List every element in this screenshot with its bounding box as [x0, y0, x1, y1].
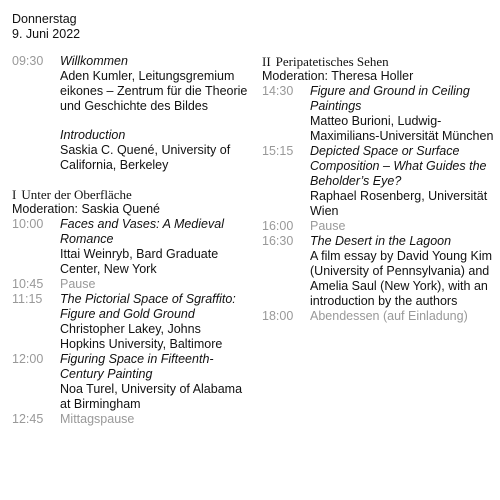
- entry-time: 14:30: [262, 84, 294, 98]
- section-number: II: [262, 54, 271, 69]
- section-number: I: [12, 187, 17, 202]
- schedule-pause: [262, 309, 494, 324]
- intro-title: Introduction: [60, 128, 126, 142]
- section-moderation: Moderation: Theresa Holler: [262, 69, 414, 83]
- schedule-entry: [12, 292, 248, 352]
- schedule-entry: [262, 144, 494, 219]
- entry-time: 09:30: [12, 54, 44, 68]
- pause-label: Mittagspause: [60, 412, 135, 426]
- schedule-entry: [12, 352, 248, 412]
- schedule-entry: [262, 234, 494, 309]
- entry-title: The Desert in the Lagoon: [310, 234, 452, 248]
- entry-time: 12:45: [12, 412, 44, 426]
- entry-title: Figure and Ground in Ceiling Paintings: [310, 84, 470, 113]
- pause-label: Pause: [60, 277, 96, 291]
- entry-title: Figuring Space in Fifteenth-Century Painting: [60, 352, 214, 381]
- entry-time: 10:00: [12, 217, 44, 231]
- section-title: Unter der Oberfläche: [21, 187, 132, 202]
- section-2-heading: [262, 54, 494, 69]
- entry-time: 10:45: [12, 277, 44, 291]
- entry-title: The Pictorial Space of Sgraffito: Figure and Gold Ground: [60, 292, 236, 321]
- entry-title: Faces and Vases: A Medieval Romance: [60, 217, 224, 246]
- schedule-pause: [12, 277, 248, 292]
- program-header: [12, 12, 80, 42]
- day-label: Donnerstag: [12, 12, 77, 26]
- entry-time: 11:15: [12, 292, 43, 306]
- intro-speaker: Saskia C. Quené, University of California, Berkeley: [60, 143, 231, 172]
- entry-title: Depicted Space or Surface Composition – What Guides the Beholder’s Eye?: [310, 144, 487, 188]
- section-1-heading: [12, 187, 248, 202]
- left-column: [12, 54, 248, 427]
- pause-label: Abendessen (auf Einladung): [310, 309, 468, 323]
- section-title: Peripatetisches Sehen: [275, 54, 389, 69]
- schedule-entry: [262, 84, 494, 144]
- entry-speaker: Noa Turel, University of Alabama at Birmingham: [60, 382, 243, 411]
- date-label: 9. Juni 2022: [12, 27, 81, 41]
- entry-title: Willkommen: [60, 54, 128, 68]
- entry-time: 15:15: [262, 144, 294, 158]
- right-column: [262, 54, 494, 324]
- entry-time: 16:00: [262, 219, 294, 233]
- entry-speaker: Christopher Lakey, Johns Hopkins University, Baltimore: [60, 322, 223, 351]
- entry-speaker: Raphael Rosenberg, Universität Wien: [310, 189, 488, 218]
- entry-speaker: A film essay by David Young Kim (University of Pennsylvania) and Amelia Saul (New York), with an introduction by the authors: [310, 249, 493, 308]
- schedule-entry: [12, 217, 248, 277]
- section-moderation: Moderation: Saskia Quené: [12, 202, 161, 216]
- opening-entry: [12, 54, 248, 173]
- entry-speaker: Aden Kumler, Leitungsgremium eikones – Zentrum für die Theorie und Geschichte des Bildes: [60, 69, 248, 113]
- schedule-pause: [12, 412, 248, 427]
- entry-time: 12:00: [12, 352, 44, 366]
- pause-label: Pause: [310, 219, 346, 233]
- entry-speaker: Ittai Weinryb, Bard Graduate Center, New York: [60, 247, 219, 276]
- schedule-pause: [262, 219, 494, 234]
- entry-time: 16:30: [262, 234, 294, 248]
- entry-time: 18:00: [262, 309, 294, 323]
- entry-speaker: Matteo Burioni, Ludwig-Maximilians-Universität München: [310, 114, 494, 143]
